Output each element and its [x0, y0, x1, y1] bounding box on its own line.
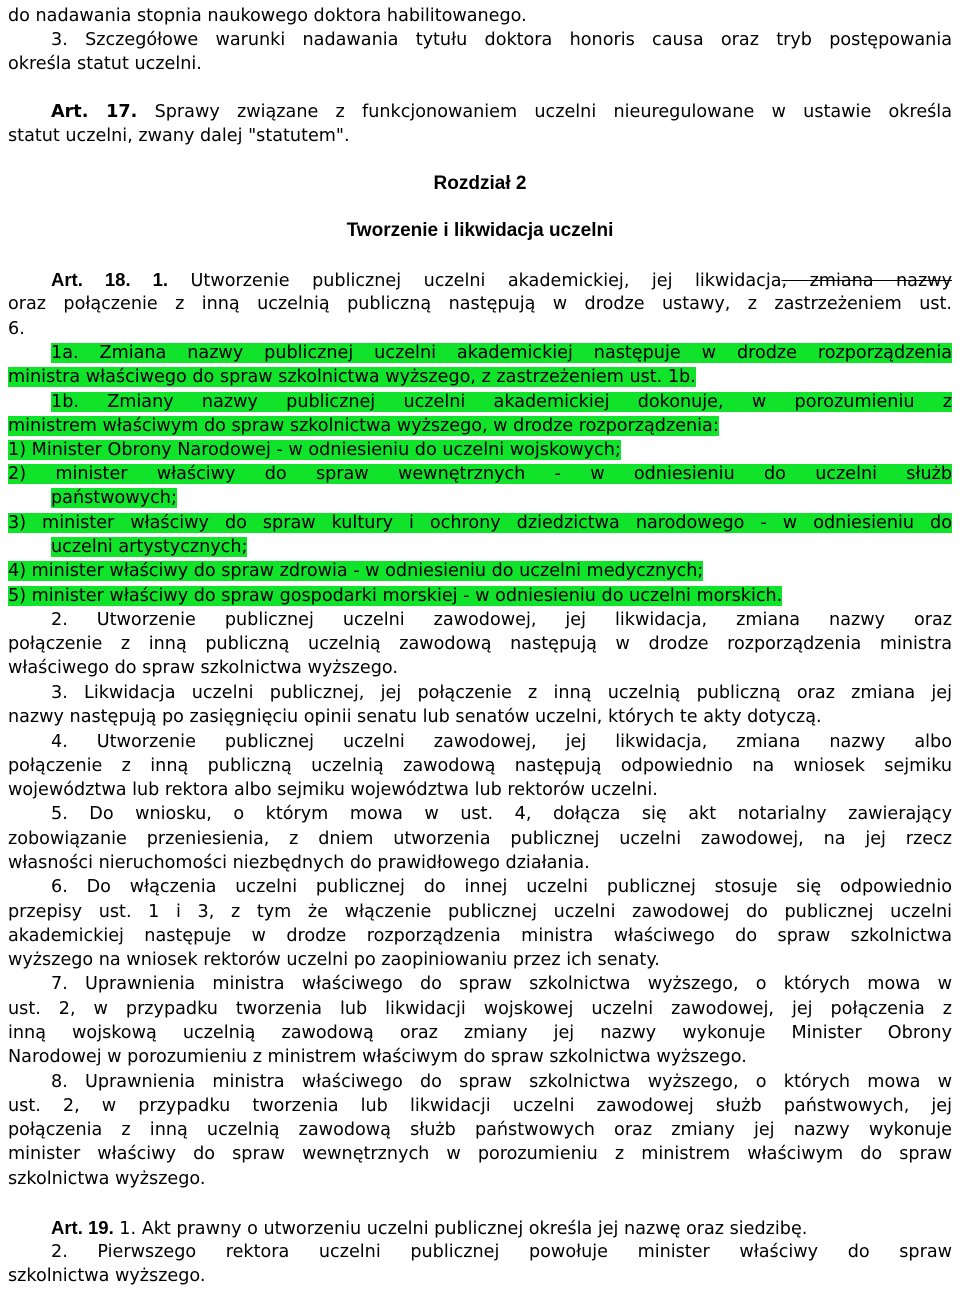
- text-line: nazwy następują po zasięgnięciu opinii senatu lub senatów uczelni, których te akty dotyczą.: [8, 707, 822, 727]
- text-line: szkolnictwa wyższego.: [8, 1169, 206, 1189]
- text-line: Narodowej w porozumieniu z ministrem właściwym do spraw szkolnictwa wyższego.: [8, 1047, 747, 1067]
- highlighted-line: 1) Minister Obrony Narodowej - w odniesieniu do uczelni wojskowych;: [8, 440, 621, 460]
- text-line: 5. Do wniosku, o którym mowa w ust. 4, dołącza się akt notarialny zawierający: [51, 804, 952, 824]
- text-line: własności nieruchomości niezbędnych do prawidłowego działania.: [8, 853, 590, 873]
- highlighted-line: 1a. Zmiana nazwy publicznej uczelni akademickiej następuje w drodze rozporządzenia: [51, 343, 952, 363]
- text-line: minister właściwy do spraw wewnętrznych w porozumieniu z ministrem właściwym do spraw: [8, 1144, 952, 1164]
- text-line: statut uczelni, zwany dalej "statutem".: [8, 126, 350, 146]
- text-line: przepisy ust. 1 i 3, z tym że włączenie publicznej uczelni zawodowej do publicznej uczelni: [8, 902, 952, 922]
- text-line: określa statut uczelni.: [8, 54, 202, 74]
- text-line: zobowiązanie przeniesienia, z dniem utworzenia publicznej uczelni zawodowej, na jej rzecz: [8, 829, 952, 849]
- text-line: 2. Pierwszego rektora uczelni publicznej powołuje minister właściwy do spraw: [51, 1242, 952, 1262]
- text-line: połączenie z inną publiczną uczelnią zawodową następują w drodze rozporządzenia ministra: [8, 634, 952, 654]
- text-line: 6. Do włączenia uczelni publicznej do innej uczelni publicznej stosuje się odpowiednio: [51, 877, 952, 897]
- highlighted-line: państwowych;: [51, 488, 177, 508]
- text-line: inną wojskową uczelnią zawodową oraz zmiany jej nazwy wykonuje Minister Obrony: [8, 1023, 952, 1043]
- article-number: Art. 17.: [51, 102, 138, 122]
- highlighted-line: 2) minister właściwy do spraw wewnętrznych - w odniesieniu do uczelni służb: [8, 464, 952, 484]
- text-line: szkolnictwa wyższego.: [8, 1266, 206, 1286]
- text-line: akademickiej następuje w drodze rozporządzenia ministra właściwego do spraw szkolnictwa: [8, 926, 952, 946]
- text-line: oraz połączenie z inną uczelnią publiczną następują w drodze ustawy, z zastrzeżeniem ust.: [8, 294, 952, 314]
- text-line: połączenie z inną publiczną uczelnią zawodową następują odpowiednio na wniosek sejmiku: [8, 756, 952, 776]
- text-line: połączenia z inną uczelnią zawodową służb państwowych oraz zmiany jej nazwy wykonuje: [8, 1120, 952, 1140]
- struck-text: , zmiana nazwy: [781, 271, 952, 291]
- text-line: do nadawania stopnia naukowego doktora habilitowanego.: [8, 6, 527, 26]
- chapter-heading: Rozdział 2: [433, 173, 527, 194]
- text-line: 3. Szczegółowe warunki nadawania tytułu doktora honoris causa oraz tryb postępowania: [51, 30, 952, 50]
- text-line: 7. Uprawnienia ministra właściwego do spraw szkolnictwa wyższego, o których mowa w: [51, 974, 952, 994]
- highlighted-line: uczelni artystycznych;: [51, 537, 248, 557]
- text-line: wyższego na wniosek rektorów uczelni po zaopiniowaniu przez ich senaty.: [8, 950, 660, 970]
- highlighted-line: 1b. Zmiany nazwy publicznej uczelni akademickiej dokonuje, w porozumieniu z: [51, 392, 952, 412]
- text-line: ust. 2, w przypadku tworzenia lub likwidacji uczelni zawodowej służb państwowych, jej: [8, 1096, 952, 1116]
- chapter-title: Tworzenie i likwidacja uczelni: [346, 220, 614, 241]
- highlighted-line: 3) minister właściwy do spraw kultury i ochrony dziedzictwa narodowego - w odniesieniu do: [8, 513, 952, 533]
- article-19-line: Art. 19. 1. Akt prawny o utworzeniu uczelni publicznej określa jej nazwę oraz siedzibę.: [51, 1217, 808, 1239]
- text-line: województwa lub rektora albo sejmiku województwa lub rektorów uczelni.: [8, 780, 658, 800]
- article-number: Art. 19.: [51, 1217, 114, 1238]
- text-line: 8. Uprawnienia ministra właściwego do spraw szkolnictwa wyższego, o których mowa w: [51, 1072, 952, 1092]
- highlighted-line: 5) minister właściwy do spraw gospodarki morskiej - w odniesieniu do uczelni morskich.: [8, 586, 783, 606]
- article-17-line: Art. 17. Sprawy związane z funkcjonowaniem uczelni nieuregulowane w ustawie określa: [51, 102, 952, 122]
- text-line: 3. Likwidacja uczelni publicznej, jej połączenie z inną uczelnią publiczną oraz zmiana jej: [51, 683, 952, 703]
- text-line: właściwego do spraw szkolnictwa wyższego.: [8, 658, 398, 678]
- text-line: 6.: [8, 319, 25, 339]
- highlighted-line: ministra właściwego do spraw szkolnictwa wyższego, z zastrzeżeniem ust. 1b.: [8, 367, 696, 387]
- text-line: 2. Utworzenie publicznej uczelni zawodowej, jej likwidacja, zmiana nazwy oraz: [51, 610, 952, 630]
- highlighted-line: ministrem właściwym do spraw szkolnictwa wyższego, w drodze rozporządzenia:: [8, 416, 719, 436]
- text-line: 4. Utworzenie publicznej uczelni zawodowej, jej likwidacja, zmiana nazwy albo: [51, 732, 952, 752]
- article-18-line: Art. 18. 1. Utworzenie publicznej uczelni akademickiej, jej likwidacja, zmiana nazwy: [51, 269, 952, 291]
- highlighted-line: 4) minister właściwy do spraw zdrowia - w odniesieniu do uczelni medycznych;: [8, 561, 704, 581]
- article-number: Art. 18. 1.: [51, 269, 169, 290]
- text-line: ust. 2, w przypadku tworzenia lub likwidacji wojskowej uczelni zawodowej, jej połączenia z: [8, 999, 952, 1019]
